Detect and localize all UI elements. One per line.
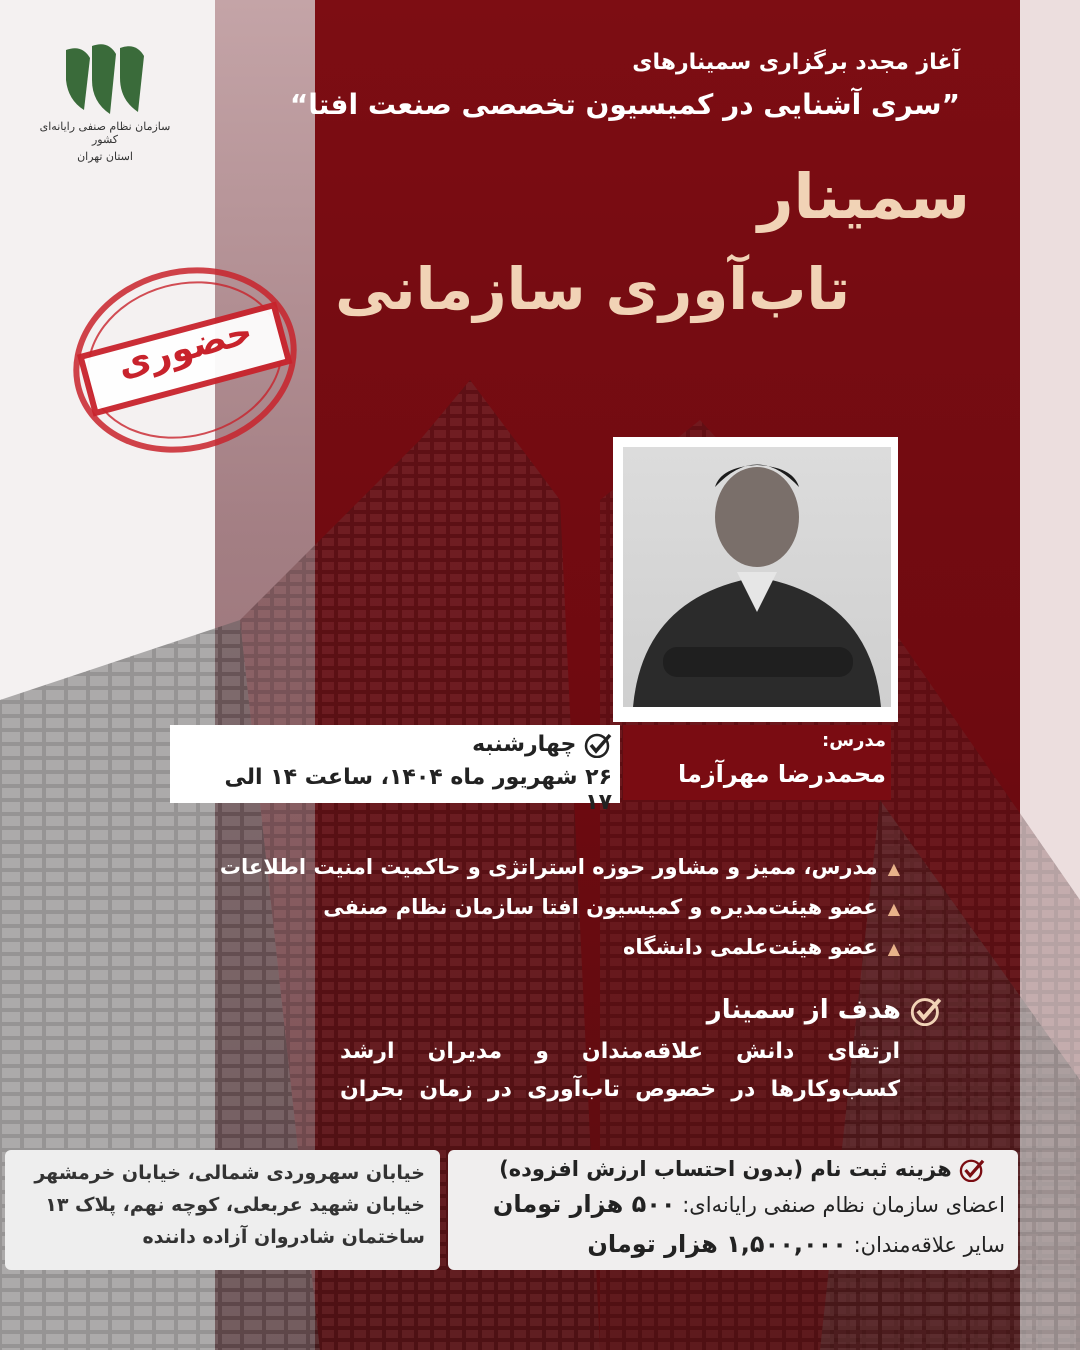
- fee-others-label: سایر علاقه‌مندان:: [853, 1233, 1005, 1257]
- address-text: [15, 1157, 425, 1253]
- bio-item-text: عضو هیئت‌علمی دانشگاه: [622, 935, 878, 959]
- presenter-name: محمدرضا مهرآزما: [677, 760, 886, 788]
- goal-heading-text: هدف از سمینار: [706, 995, 901, 1025]
- fee-members: [465, 1190, 1005, 1218]
- bio-item-text: مدرس، ممیز و مشاور حوزه استراتژی و حاکمیت امنیت اطلاعات: [219, 855, 878, 879]
- address-line-2: خیابان شهید عربعلی، کوچه نهم، پلاک ۱۳: [45, 1194, 425, 1216]
- triangle-bullet-icon: ▲: [887, 859, 900, 878]
- bio-item: [200, 888, 900, 928]
- goal-description: [340, 1033, 900, 1109]
- check-icon: [910, 996, 942, 1026]
- goal-line-1: ارتقای دانش علاقه‌مندان و مدیران ارشد: [340, 1039, 900, 1064]
- address-line-1: خیابان سهروردی شمالی، خیابان خرمشهر: [34, 1162, 425, 1184]
- presenter-bio-list: [200, 848, 900, 968]
- fee-heading-text: هزینه ثبت نام (بدون احتساب ارزش افزوده): [499, 1157, 952, 1181]
- fee-members-label: اعضای سازمان نظام صنفی رایانه‌ای:: [682, 1193, 1005, 1217]
- fee-heading: [485, 1157, 985, 1182]
- intro-text: آغاز مجدد برگزاری سمینارهای: [632, 50, 960, 75]
- bio-item: [200, 928, 900, 968]
- presenter-silhouette: [623, 447, 891, 707]
- presenter-label: مدرس:: [822, 730, 886, 751]
- event-datetime: ۲۶ شهریور ماه ۱۴۰۴، ساعت ۱۴ الی ۱۷: [224, 765, 612, 815]
- triangle-bullet-icon: ▲: [887, 899, 900, 918]
- bio-item-text: عضو هیئت‌مدیره و کمیسیون افتا سازمان نظام صنفی: [323, 895, 878, 919]
- check-icon: [959, 1158, 985, 1182]
- organization-logo: [62, 40, 148, 120]
- event-day: [312, 732, 612, 758]
- goal-line-2: کسب‌وکارها در خصوص تاب‌آوری در زمان بحران: [340, 1077, 900, 1102]
- bio-item: [200, 848, 900, 888]
- fee-others: [465, 1230, 1005, 1258]
- seminar-topic: تاب‌آوری سازمانی: [335, 255, 850, 323]
- event-day-text: چهارشنبه: [472, 732, 577, 757]
- stamp-text: حضوری: [113, 310, 257, 387]
- triangle-bullet-icon: ▲: [887, 939, 900, 958]
- series-title: ”سری آشنایی در کمیسیون تخصصی صنعت افتا“: [289, 88, 960, 121]
- seminar-title: سمینار: [757, 160, 970, 233]
- logo-org-name: سازمان نظام صنفی رایانه‌ای کشور: [39, 120, 171, 146]
- fee-members-price: ۵۰۰ هزار تومان: [492, 1190, 676, 1218]
- fee-others-price: ۱,۵۰۰,۰۰۰ هزار تومان: [587, 1230, 847, 1258]
- goal-heading: [642, 995, 942, 1026]
- check-icon: [584, 732, 612, 758]
- presenter-photo: [623, 447, 891, 707]
- in-person-stamp: [65, 260, 305, 460]
- logo-org-province: استان تهران: [77, 150, 133, 163]
- address-line-3: ساختمان شادروان آزاده داننده: [142, 1226, 425, 1248]
